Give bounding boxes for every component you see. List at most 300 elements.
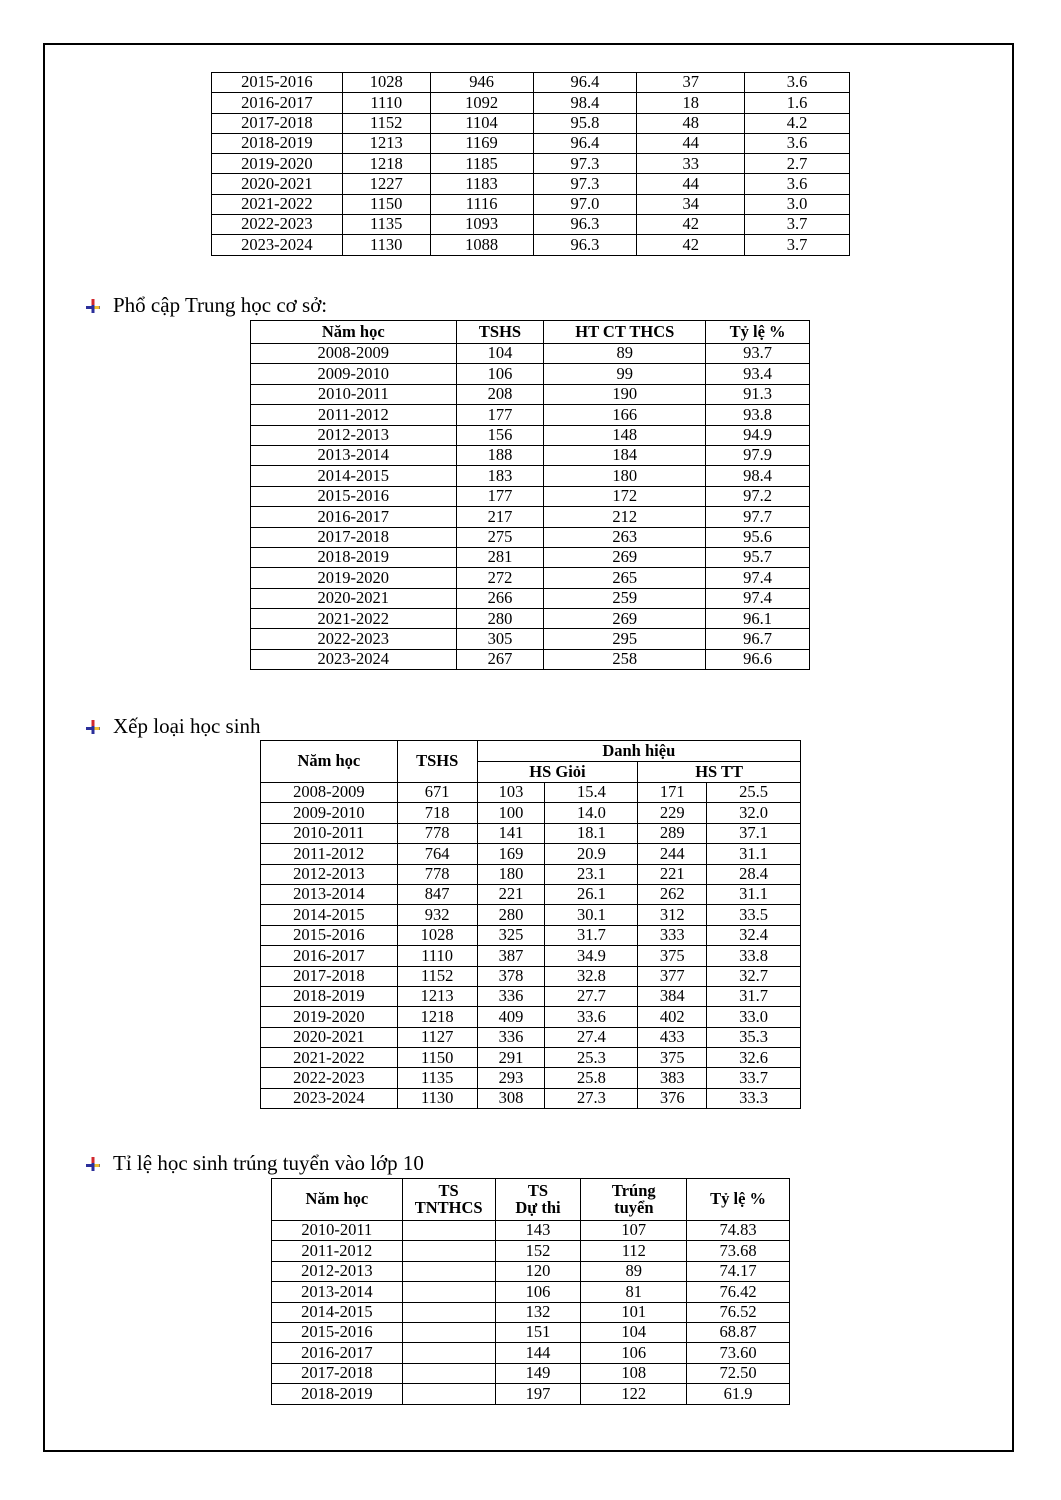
table-cell: 2017-2018	[272, 1363, 403, 1383]
table-cell: 409	[477, 1007, 545, 1027]
table-cell: 27.3	[545, 1088, 638, 1108]
table-cell: 34	[637, 194, 745, 214]
table-cell: 30.1	[545, 905, 638, 925]
table-cell: 33.0	[707, 1007, 801, 1027]
table-cell: 91.3	[706, 384, 810, 404]
table-cell: 197	[495, 1384, 581, 1404]
table-cell: 180	[544, 466, 706, 486]
table-cell: 267	[456, 649, 544, 669]
table-cell: 281	[456, 547, 544, 567]
table-cell: 31.7	[545, 925, 638, 945]
table-cell: 25.8	[545, 1068, 638, 1088]
table-row	[272, 1261, 790, 1281]
table-cell: 2009-2010	[261, 803, 398, 823]
table-cell: 96.3	[533, 235, 637, 255]
table-cell: 166	[544, 405, 706, 425]
table-cell: 1.6	[745, 93, 850, 113]
table-cell: 3.6	[745, 73, 850, 93]
table-cell: 99	[544, 364, 706, 384]
table-row	[251, 547, 810, 567]
table-cell: 3.0	[745, 194, 850, 214]
table-cell: 141	[477, 823, 545, 843]
table-cell: 96.1	[706, 609, 810, 629]
table-cell: 2023-2024	[251, 649, 457, 669]
table-cell: 325	[477, 925, 545, 945]
table-cell: 148	[544, 425, 706, 445]
table-cell: 27.4	[545, 1027, 638, 1047]
table-cell: 2018-2019	[261, 986, 398, 1006]
table-cell: 184	[544, 445, 706, 465]
table-cell: 275	[456, 527, 544, 547]
header-tshs: TSHS	[397, 741, 477, 783]
table-cell: 144	[495, 1343, 581, 1363]
table-cell: 31.1	[707, 884, 801, 904]
table-cell: 44	[637, 174, 745, 194]
table-cell	[402, 1221, 495, 1241]
header-completed: HT CT THCS	[544, 321, 706, 344]
table-cell: 2011-2012	[251, 405, 457, 425]
table-cell: 3.6	[745, 133, 850, 153]
table-cell: 1185	[430, 154, 533, 174]
table-cell: 671	[397, 783, 477, 803]
table-row	[272, 1363, 790, 1383]
table-cell: 946	[430, 73, 533, 93]
table-cell: 32.7	[707, 966, 801, 986]
table-cell: 1028	[342, 73, 430, 93]
table-cell: 103	[477, 783, 545, 803]
table-cell: 1093	[430, 215, 533, 235]
table-cell: 95.7	[706, 547, 810, 567]
table-row	[272, 1322, 790, 1342]
table-cell: 221	[638, 864, 707, 884]
table-cell	[402, 1261, 495, 1281]
table-cell: 73.60	[687, 1343, 790, 1363]
table-cell: 151	[495, 1322, 581, 1342]
table-row	[212, 73, 850, 93]
plus-bullet-icon	[86, 1157, 100, 1171]
table-row	[261, 884, 801, 904]
table-cell: 1110	[342, 93, 430, 113]
table-cell	[402, 1302, 495, 1322]
table-row	[251, 405, 810, 425]
table-cell: 28.4	[707, 864, 801, 884]
table-cell: 2016-2017	[261, 946, 398, 966]
table-cell: 156	[456, 425, 544, 445]
table-cell: 23.1	[545, 864, 638, 884]
table-cell: 2017-2018	[251, 527, 457, 547]
table-cell: 42	[637, 215, 745, 235]
table-cell: 18	[637, 93, 745, 113]
table-cell: 2018-2019	[272, 1384, 403, 1404]
table-cell: 764	[397, 844, 477, 864]
table-cell: 27.7	[545, 986, 638, 1006]
header-line: TNTHCS	[414, 1197, 483, 1217]
table-cell: 308	[477, 1088, 545, 1108]
graduation-table	[211, 72, 850, 256]
table-cell: 212	[544, 507, 706, 527]
header-line: tuyển	[614, 1197, 654, 1217]
table-cell: 97.4	[706, 588, 810, 608]
section-heading-text: Phổ cập Trung học cơ sở:	[113, 293, 328, 317]
table-cell: 48	[637, 113, 745, 133]
table-cell	[402, 1241, 495, 1261]
table-row	[212, 113, 850, 133]
table-cell: 31.7	[707, 986, 801, 1006]
table-cell: 152	[495, 1241, 581, 1261]
table-row	[272, 1343, 790, 1363]
table-cell: 32.4	[707, 925, 801, 945]
classification-table	[260, 740, 801, 1109]
header-title-group: Danh hiệu	[477, 741, 800, 762]
table-cell: 96.3	[533, 215, 637, 235]
table-cell: 3.7	[745, 215, 850, 235]
header-line: TS	[438, 1181, 459, 1200]
table-cell: 81	[581, 1282, 687, 1302]
table-cell: 68.87	[687, 1322, 790, 1342]
table-cell: 1092	[430, 93, 533, 113]
table-row	[261, 946, 801, 966]
table-cell: 93.4	[706, 364, 810, 384]
table-cell: 31.1	[707, 844, 801, 864]
table-cell: 25.5	[707, 783, 801, 803]
table-cell: 1213	[342, 133, 430, 153]
table-cell: 97.9	[706, 445, 810, 465]
table-cell: 280	[477, 905, 545, 925]
table-cell: 2016-2017	[272, 1343, 403, 1363]
table-cell: 375	[638, 946, 707, 966]
section-heading-universalization	[86, 293, 327, 318]
table-cell: 33.3	[707, 1088, 801, 1108]
table-cell: 383	[638, 1068, 707, 1088]
table-cell: 177	[456, 405, 544, 425]
table-cell: 2010-2011	[272, 1221, 403, 1241]
table-cell: 718	[397, 803, 477, 823]
table-cell: 1152	[397, 966, 477, 986]
table-cell: 2010-2011	[261, 823, 398, 843]
table-cell: 2020-2021	[261, 1027, 398, 1047]
table-cell: 2021-2022	[251, 609, 457, 629]
table-cell: 97.7	[706, 507, 810, 527]
table-row	[251, 344, 810, 364]
table-cell: 1104	[430, 113, 533, 133]
section-heading-classification	[86, 714, 261, 739]
table-cell: 122	[581, 1384, 687, 1404]
table-cell: 2012-2013	[261, 864, 398, 884]
table-cell: 1152	[342, 113, 430, 133]
table-cell: 96.6	[706, 649, 810, 669]
table-cell: 169	[477, 844, 545, 864]
table-cell: 295	[544, 629, 706, 649]
table-row	[261, 986, 801, 1006]
table-cell: 305	[456, 629, 544, 649]
table-cell: 259	[544, 588, 706, 608]
table-cell: 76.52	[687, 1302, 790, 1322]
table-cell: 1130	[397, 1088, 477, 1108]
table-cell: 262	[638, 884, 707, 904]
table-cell: 96.7	[706, 629, 810, 649]
table-cell: 229	[638, 803, 707, 823]
header-rate: Tỷ lệ %	[687, 1179, 790, 1221]
table-cell: 1218	[397, 1007, 477, 1027]
table-cell: 89	[581, 1261, 687, 1281]
table-cell	[402, 1363, 495, 1383]
table-cell: 280	[456, 609, 544, 629]
table-cell: 2022-2023	[261, 1068, 398, 1088]
table-cell: 93.7	[706, 344, 810, 364]
table-cell: 402	[638, 1007, 707, 1027]
table-cell: 2009-2010	[251, 364, 457, 384]
table-row	[251, 527, 810, 547]
table-cell: 377	[638, 966, 707, 986]
table-cell: 112	[581, 1241, 687, 1261]
table-cell: 74.17	[687, 1261, 790, 1281]
header-year: Năm học	[261, 741, 398, 783]
table-row	[251, 588, 810, 608]
table-cell: 2016-2017	[251, 507, 457, 527]
table-cell: 2019-2020	[212, 154, 343, 174]
table-cell: 104	[456, 344, 544, 364]
table-cell: 778	[397, 823, 477, 843]
table-cell: 33	[637, 154, 745, 174]
section-heading-text: Xếp loại học sinh	[113, 714, 261, 738]
table-cell: 32.6	[707, 1048, 801, 1068]
table-cell: 94.9	[706, 425, 810, 445]
table-cell: 72.50	[687, 1363, 790, 1383]
table-cell: 433	[638, 1027, 707, 1047]
table-cell: 33.5	[707, 905, 801, 925]
table-row	[251, 425, 810, 445]
table-row	[212, 235, 850, 255]
table-cell: 32.0	[707, 803, 801, 823]
table-cell: 98.4	[706, 466, 810, 486]
table-cell: 1130	[342, 235, 430, 255]
table-cell: 375	[638, 1048, 707, 1068]
header-ts-tnthcs	[402, 1179, 495, 1221]
table-cell: 2017-2018	[261, 966, 398, 986]
table-cell: 265	[544, 568, 706, 588]
table-cell: 76.42	[687, 1282, 790, 1302]
table-cell: 2015-2016	[212, 73, 343, 93]
table-cell	[402, 1282, 495, 1302]
plus-bullet-icon	[86, 720, 100, 734]
table-cell: 2008-2009	[251, 344, 457, 364]
table-cell: 2013-2014	[261, 884, 398, 904]
table-row	[251, 466, 810, 486]
table-cell: 15.4	[545, 783, 638, 803]
header-line: TS	[527, 1181, 549, 1200]
table-cell: 95.6	[706, 527, 810, 547]
header-ts-duthi	[495, 1179, 581, 1221]
table-cell: 269	[544, 609, 706, 629]
table-row	[272, 1241, 790, 1261]
table-cell: 312	[638, 905, 707, 925]
table-cell: 33.8	[707, 946, 801, 966]
plus-bullet-icon	[86, 299, 100, 313]
header-line: Dự thi	[515, 1197, 561, 1217]
table-cell: 2018-2019	[212, 133, 343, 153]
table-cell: 3.7	[745, 235, 850, 255]
table-cell: 171	[638, 783, 707, 803]
table-cell: 384	[638, 986, 707, 1006]
table-cell: 3.6	[745, 174, 850, 194]
table-cell: 14.0	[545, 803, 638, 823]
table-cell: 61.9	[687, 1384, 790, 1404]
table-cell: 97.3	[533, 174, 637, 194]
table-cell: 2019-2020	[251, 568, 457, 588]
table-cell: 2021-2022	[261, 1048, 398, 1068]
table-cell: 2014-2015	[251, 466, 457, 486]
table-cell: 2.7	[745, 154, 850, 174]
table-cell: 2021-2022	[212, 194, 343, 214]
table-cell: 180	[477, 864, 545, 884]
table-row	[272, 1282, 790, 1302]
table-cell: 100	[477, 803, 545, 823]
table-cell: 2019-2020	[261, 1007, 398, 1027]
table-cell: 89	[544, 344, 706, 364]
table-cell: 1213	[397, 986, 477, 1006]
table-cell: 2015-2016	[261, 925, 398, 945]
table-cell: 1028	[397, 925, 477, 945]
table-cell: 2011-2012	[272, 1241, 403, 1261]
table-cell	[402, 1384, 495, 1404]
table-cell: 263	[544, 527, 706, 547]
table-cell: 97.0	[533, 194, 637, 214]
table-cell: 2008-2009	[261, 783, 398, 803]
table-cell: 177	[456, 486, 544, 506]
table-cell: 266	[456, 588, 544, 608]
table-cell: 73.68	[687, 1241, 790, 1261]
table-row	[272, 1384, 790, 1404]
table-row	[261, 1048, 801, 1068]
table-cell: 336	[477, 986, 545, 1006]
table-cell: 97.4	[706, 568, 810, 588]
table-cell: 108	[581, 1363, 687, 1383]
table-row	[261, 823, 801, 843]
table-cell: 172	[544, 486, 706, 506]
table-cell: 107	[581, 1221, 687, 1241]
table-row	[212, 93, 850, 113]
table-cell: 18.1	[545, 823, 638, 843]
table-cell: 1218	[342, 154, 430, 174]
universalization-table	[250, 320, 810, 670]
table-cell: 95.8	[533, 113, 637, 133]
table-cell: 778	[397, 864, 477, 884]
table-row	[212, 154, 850, 174]
table-cell: 183	[456, 466, 544, 486]
table-cell	[402, 1322, 495, 1342]
table-cell: 2014-2015	[272, 1302, 403, 1322]
table-cell: 221	[477, 884, 545, 904]
table-cell: 2012-2013	[272, 1261, 403, 1281]
table-cell: 44	[637, 133, 745, 153]
table-cell: 2018-2019	[251, 547, 457, 567]
table-row	[251, 364, 810, 384]
table-cell: 1088	[430, 235, 533, 255]
table-cell: 2017-2018	[212, 113, 343, 133]
table-row	[272, 1302, 790, 1322]
table-cell: 291	[477, 1048, 545, 1068]
table-cell: 26.1	[545, 884, 638, 904]
table-cell: 96.4	[533, 133, 637, 153]
table-cell: 258	[544, 649, 706, 669]
table-row	[261, 1007, 801, 1027]
header-admitted	[581, 1179, 687, 1221]
table-cell: 272	[456, 568, 544, 588]
table-cell: 25.3	[545, 1048, 638, 1068]
table-row	[261, 966, 801, 986]
table-row	[212, 215, 850, 235]
table-cell: 104	[581, 1322, 687, 1342]
header-rate: Tỷ lệ %	[706, 321, 810, 344]
admission-table	[271, 1178, 790, 1405]
table-cell: 2016-2017	[212, 93, 343, 113]
table-row	[261, 1068, 801, 1088]
table-row	[251, 629, 810, 649]
table-cell: 1135	[342, 215, 430, 235]
table-row	[251, 486, 810, 506]
table-cell: 98.4	[533, 93, 637, 113]
table-row	[212, 133, 850, 153]
table-cell: 2020-2021	[212, 174, 343, 194]
table-cell: 106	[495, 1282, 581, 1302]
table-cell: 74.83	[687, 1221, 790, 1241]
table-cell: 387	[477, 946, 545, 966]
table-cell: 1127	[397, 1027, 477, 1047]
table-cell: 244	[638, 844, 707, 864]
table-cell: 120	[495, 1261, 581, 1281]
table-cell: 101	[581, 1302, 687, 1322]
table-cell: 37.1	[707, 823, 801, 843]
table-cell: 847	[397, 884, 477, 904]
table-cell: 20.9	[545, 844, 638, 864]
table-cell: 2015-2016	[272, 1322, 403, 1342]
table-cell: 1150	[397, 1048, 477, 1068]
table-cell: 2020-2021	[251, 588, 457, 608]
table-cell: 2011-2012	[261, 844, 398, 864]
table-row	[261, 803, 801, 823]
table-cell: 932	[397, 905, 477, 925]
table-cell: 1135	[397, 1068, 477, 1088]
section-heading-text: Tỉ lệ học sinh trúng tuyển vào lớp 10	[113, 1151, 424, 1175]
table-cell: 93.8	[706, 405, 810, 425]
table-cell: 97.3	[533, 154, 637, 174]
table-row	[272, 1221, 790, 1241]
table-cell: 1150	[342, 194, 430, 214]
table-row	[251, 609, 810, 629]
table-cell: 2015-2016	[251, 486, 457, 506]
table-row	[251, 568, 810, 588]
table-cell: 2013-2014	[272, 1282, 403, 1302]
header-year: Năm học	[251, 321, 457, 344]
table-cell: 1169	[430, 133, 533, 153]
table-cell: 2022-2023	[251, 629, 457, 649]
header-tshs: TSHS	[456, 321, 544, 344]
table-row	[261, 864, 801, 884]
header-year: Năm học	[272, 1179, 403, 1221]
header-advanced: HS TT	[638, 762, 801, 783]
table-cell: 2012-2013	[251, 425, 457, 445]
table-cell: 2023-2024	[212, 235, 343, 255]
table-cell: 37	[637, 73, 745, 93]
table-row	[212, 174, 850, 194]
table-cell: 149	[495, 1363, 581, 1383]
table-row	[261, 844, 801, 864]
table-cell: 4.2	[745, 113, 850, 133]
table-cell: 208	[456, 384, 544, 404]
table-row	[251, 445, 810, 465]
table-cell: 32.8	[545, 966, 638, 986]
table-cell: 1227	[342, 174, 430, 194]
